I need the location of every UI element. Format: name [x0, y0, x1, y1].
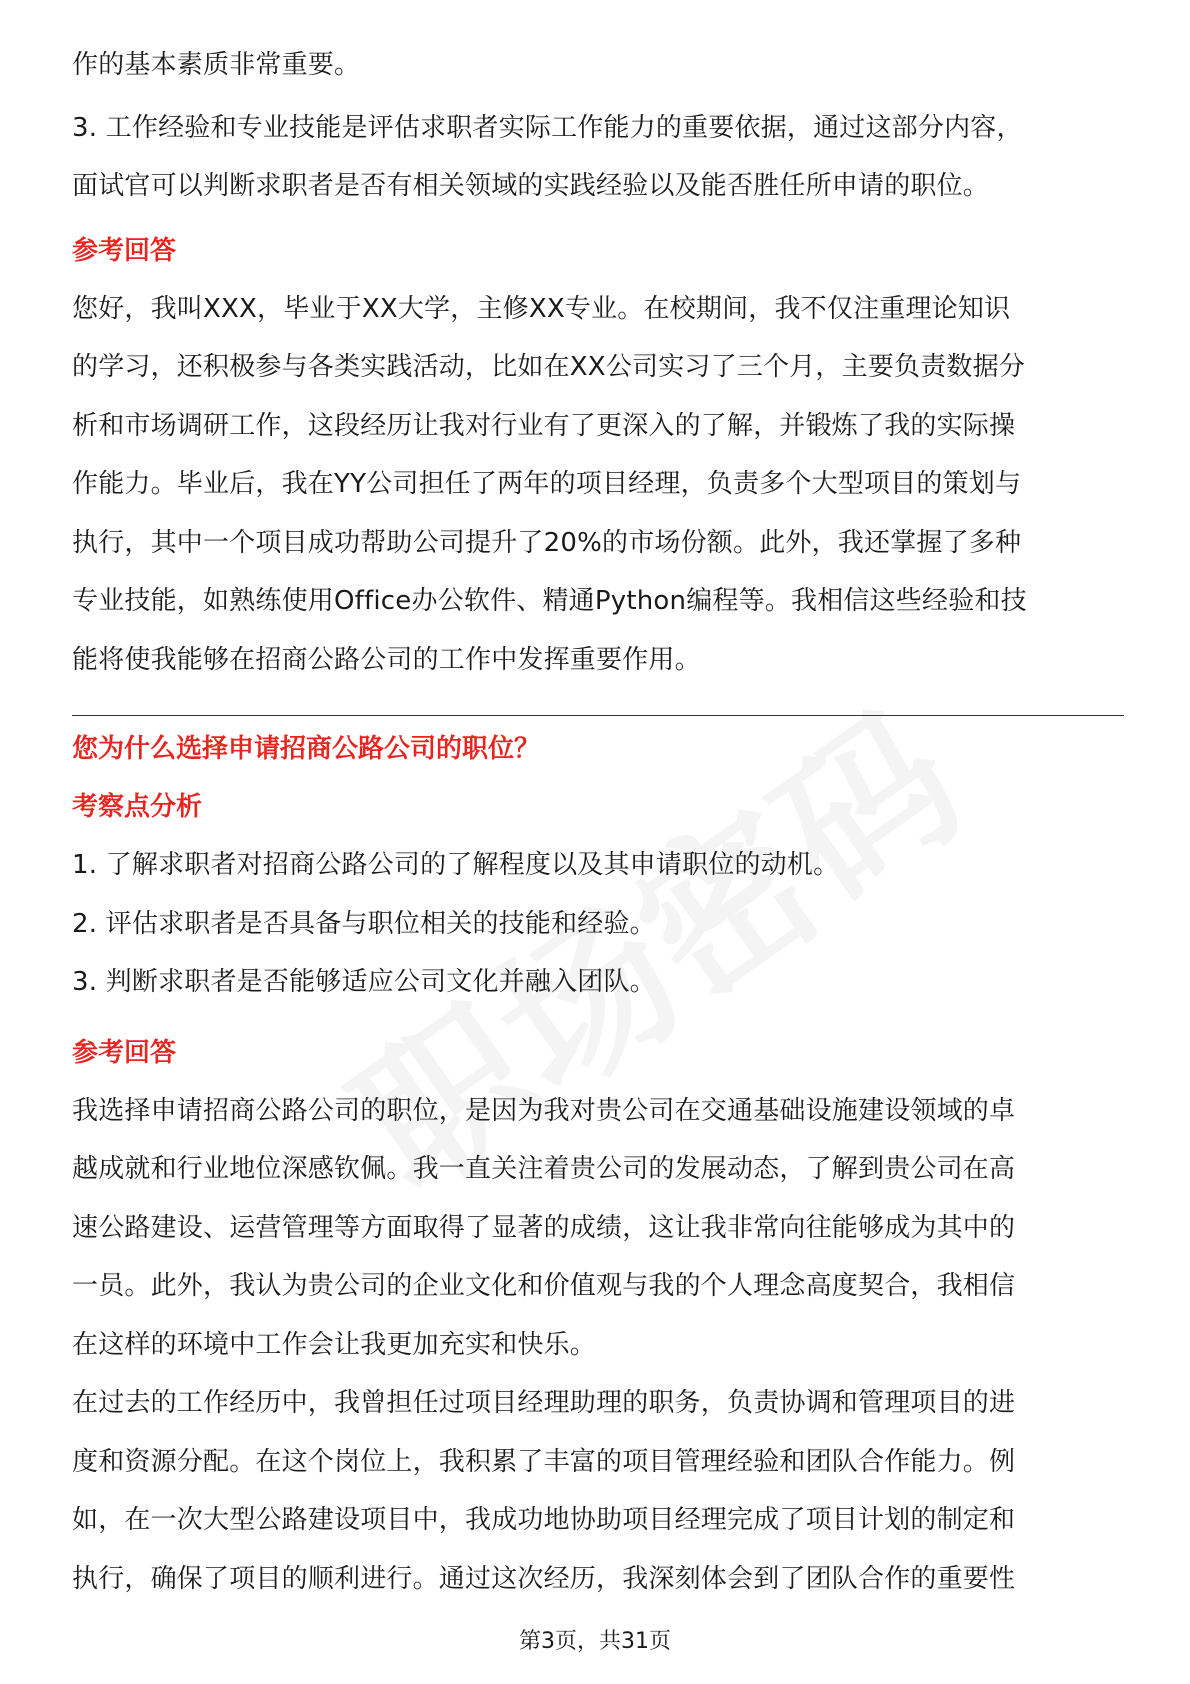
analysis-list	[72, 836, 1124, 1012]
answer-heading: 参考回答	[72, 1037, 177, 1068]
text-line: 您好，我叫XXX，毕业于XX大学，主修XX专业。在校期间，我不仅注重理论知识	[72, 293, 1011, 324]
text-line: 越成就和行业地位深感钦佩。我一直关注着贵公司的发展动态，了解到贵公司在高	[72, 1154, 1016, 1184]
text-line: 面试官可以判断求职者是否有相关领域的实践经验以及能否胜任所申请的职位。	[72, 171, 990, 201]
text-line: 在过去的工作经历中，我曾担任过项目经理助理的职务，负责协调和管理项目的进	[72, 1388, 1016, 1418]
text-line: 3. 工作经验和专业技能是评估求职者实际工作能力的重要依据，通过这部分内容，	[72, 112, 1023, 143]
text-line: 一员。此外，我认为贵公司的企业文化和价值观与我的个人理念高度契合，我相信	[72, 1271, 1016, 1301]
section1-analysis-tail	[72, 36, 1124, 216]
text-line: 作的基本素质非常重要。	[72, 50, 361, 80]
text-line: 作能力。毕业后，我在YY公司担任了两年的项目经理，负责多个大型项目的策划与	[72, 469, 1022, 499]
text-line: 能将使我能够在招商公路公司的工作中发挥重要作用。	[72, 644, 701, 675]
page-number: 第3页，共31页	[519, 1629, 671, 1654]
section1-answer	[72, 280, 1124, 690]
list-item: 3. 判断求职者是否能够适应公司文化并融入团队。	[72, 967, 656, 997]
question-title: 您为什么选择申请招商公路公司的职位？	[72, 734, 541, 764]
section2-answer-para2	[72, 1374, 1124, 1608]
analysis-heading: 考察点分析	[72, 792, 203, 822]
answer-heading: 参考回答	[72, 235, 177, 266]
section2-answer-para1	[72, 1082, 1124, 1375]
text-line: 析和市场调研工作，这段经历让我对行业有了更深入的了解，并锻炼了我的实际操	[72, 410, 1016, 441]
text-line: 在这样的环境中工作会让我更加充实和快乐。	[72, 1329, 597, 1360]
list-item: 2. 评估求职者是否具备与职位相关的技能和经验。	[72, 908, 656, 939]
text-line: 的学习，还积极参与各类实践活动，比如在XX公司实习了三个月，主要负责数据分	[72, 352, 1026, 382]
text-line: 度和资源分配。在这个岗位上，我积累了丰富的项目管理经验和团队合作能力。例	[72, 1446, 1016, 1477]
text-line: 执行，其中一个项目成功帮助公司提升了20%的市场份额。此外，我还掌握了多种	[72, 527, 1022, 558]
text-line: 如，在一次大型公路建设项目中，我成功地协助项目经理完成了项目计划的制定和	[72, 1505, 1016, 1535]
text-line: 速公路建设、运营管理等方面取得了显著的成绩，这让我非常向往能够成为其中的	[72, 1212, 1016, 1243]
text-line: 执行，确保了项目的顺利进行。通过这次经历，我深刻体会到了团队合作的重要性	[72, 1563, 1016, 1594]
list-item: 1. 了解求职者对招商公路公司的了解程度以及其申请职位的动机。	[72, 850, 840, 880]
section-divider	[72, 715, 1124, 716]
text-line: 我选择申请招商公路公司的职位，是因为我对贵公司在交通基础设施建设领域的卓	[72, 1095, 1016, 1126]
text-line: 专业技能，如熟练使用Office办公软件、精通Python编程等。我相信这些经验和技	[72, 586, 1027, 616]
document-page	[72, 0, 1124, 1608]
